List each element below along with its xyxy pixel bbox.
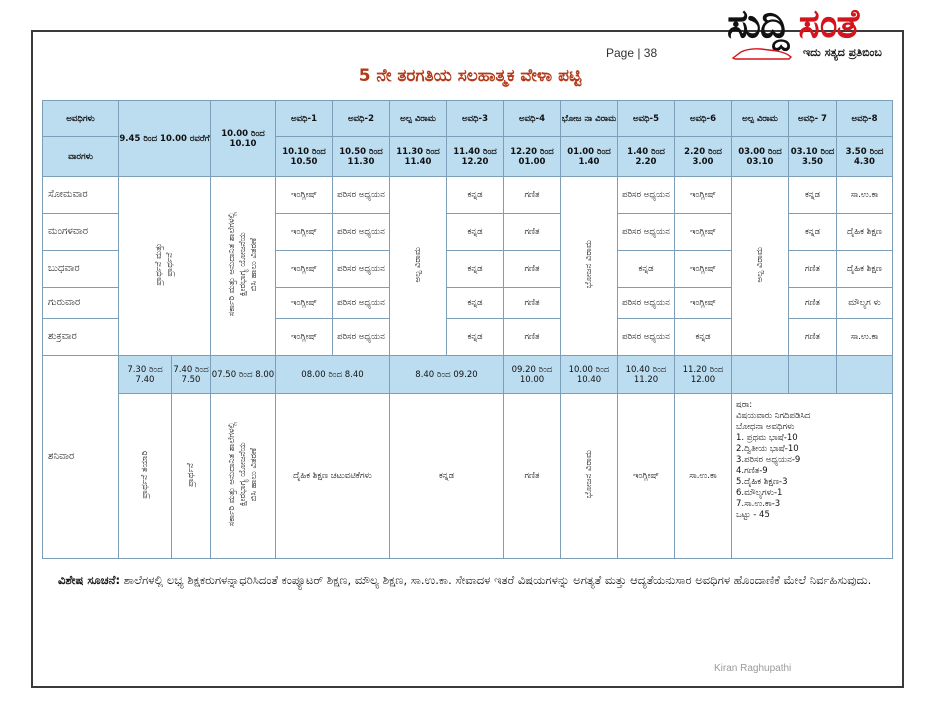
- time-period-5: 1.40 ರಿಂದ 2.20: [618, 137, 675, 177]
- cell: ಇಂಗ್ಲೀಷ್: [276, 214, 333, 251]
- cell: ಕನ್ನಡ: [618, 251, 675, 288]
- table-row: [43, 177, 893, 214]
- cell: ಗಣಿತ: [789, 251, 837, 288]
- brand-tagline: ಇದು ಸತ್ಯದ ಪ್ರತಿಬಿಂಬ: [803, 46, 882, 59]
- time-period-1: 10.10 ರಿಂದ 10.50: [276, 137, 333, 177]
- cell: ಕನ್ನಡ: [447, 319, 504, 356]
- day-name: ಸೋಮವಾರ: [43, 177, 119, 214]
- sat-lunch-cell: [561, 394, 618, 559]
- cell: ಪರಿಸರ ಅಧ್ಯಯನ: [333, 177, 390, 214]
- cell: ಇಂಗ್ಲೀಷ್: [276, 177, 333, 214]
- sat-prayer-text: ಪ್ರಾರ್ಥನೆ: [185, 462, 196, 487]
- col-period-5: ಅವಧಿ-5: [618, 101, 675, 137]
- cell: ಗಣಿತ: [504, 251, 561, 288]
- col-period-2: ಅವಧಿ-2: [333, 101, 390, 137]
- cell: ಪರಿಸರ ಅಧ್ಯಯನ: [333, 288, 390, 319]
- col-period-1: ಅವಧಿ-1: [276, 101, 333, 137]
- sat-time: 10.00 ರಿಂದ 10.40: [561, 356, 618, 394]
- sat-time-empty: [789, 356, 837, 394]
- cell: ದೈಹಿಕ ಶಿಕ್ಷಣ: [837, 214, 893, 251]
- days-label: ವಾರಗಳು: [43, 137, 119, 177]
- cell: ಕನ್ನಡ: [789, 177, 837, 214]
- sat-time: 10.40 ರಿಂದ 11.20: [618, 356, 675, 394]
- sat-time-empty: [732, 356, 789, 394]
- periods-legend: ಷರಾ: ವಿಷಯವಾರು ನಿಗದಿಪಡಿಸಿದ ಬೋಧನಾ ಅವಧಿಗಳು 1. ಪ್ರಥಮ ಭಾಷೆ-10 2.ದ್ವಿತೀಯ ಭಾಷೆ-10 3.ಪರಿಸರ ಅಧ್ಯಯನ-9 4.ಗಣಿತ-9 5.ದೈಹಿಕ ಶಿಕ್ಷಣ-3 6.ಮೌಲ್ಯಗಳು-1 7.ಸಾ.ಉ.ಕಾ-3 ಒಟ್ಟು - 45: [732, 394, 893, 559]
- special-note-label: ವಿಶೇಷ ಸೂಚನೆ:: [58, 573, 121, 587]
- short-break-1-vertical-text: ಅಲ್ಪ ವಿರಾಮ: [412, 246, 423, 283]
- cell: ಇಂಗ್ಲೀಷ್: [675, 251, 732, 288]
- page-number: Page | 38: [606, 46, 658, 60]
- cell: ಪರಿಸರ ಅಧ್ಯಯನ: [618, 319, 675, 356]
- brand-name-part2: ಸಂತೆ: [798, 1, 859, 47]
- cell: ಕನ್ನಡ: [789, 214, 837, 251]
- cell: ಪರಿಸರ ಅಧ್ಯಯನ: [333, 319, 390, 356]
- cell: ಇಂಗ್ಲೀಷ್: [276, 288, 333, 319]
- cell: ಇಂಗ್ಲೀಷ್: [276, 319, 333, 356]
- cell: ಕನ್ನಡ: [447, 288, 504, 319]
- sat-sauka-cell: ಸಾ.ಉ.ಕಾ: [675, 394, 732, 559]
- special-note-text: ಶಾಲೆಗಳಲ್ಲಿ ಲಭ್ಯ ಶಿಕ್ಷಕರುಗಳನ್ನಾಧರಿಸಿದಂತೆ ಕಂಪ್ಯೂಟರ್ ಶಿಕ್ಷಣ, ಮೌಲ್ಯ ಶಿಕ್ಷಣ, ಸಾ.ಉ.ಕಾ. ಸೇವಾದಳ ಇತರೆ ವಿಷಯಗಳನ್ನು ಅಗತ್ಯತೆ ಮತ್ತು ಆದ್ಯತೆಯನುಸಾರ ಅವಧಿಗಳ ಹೊಂದಾಣಿಕೆ ಮೇಲೆ ನಿರ್ವಹಿಸುವುದು.: [120, 573, 872, 587]
- cell: ಗಣಿತ: [789, 288, 837, 319]
- time-lunch-break: 01.00 ರಿಂದ 1.40: [561, 137, 618, 177]
- col-period-4: ಅವಧಿ-4: [504, 101, 561, 137]
- brand-logo: [727, 2, 927, 64]
- saturday-time-row: [43, 356, 893, 394]
- cell: ಗಣಿತ: [504, 288, 561, 319]
- sat-time: 8.40 ರಿಂದ 09.20: [390, 356, 504, 394]
- sat-pe-cell: ದೈಹಿಕ ಶಿಕ್ಷಣ ಚಟುವಟಿಕೆಗಳು: [276, 394, 390, 559]
- lunch-vertical-cell: [561, 177, 618, 356]
- brand-name: [727, 2, 858, 46]
- sat-english-cell: ಇಂಗ್ಲೀಷ್: [618, 394, 675, 559]
- prayer-time: 9.45 ರಿಂದ 10.00 ರವರೆಗೆ: [119, 101, 211, 177]
- cell: ದೈಹಿಕ ಶಿಕ್ಷಣ: [837, 251, 893, 288]
- cell: ಗಣಿತ: [789, 319, 837, 356]
- sat-prayer-prep-text: ಪ್ರಾರ್ಥನೆ ತಯಾರಿ: [139, 450, 150, 499]
- short-break-1-vertical-cell: [390, 177, 447, 356]
- cell: ಕನ್ನಡ: [447, 251, 504, 288]
- brand-name-part1: ಸುದ್ದಿ: [727, 1, 789, 47]
- cell: ಸಾ.ಉ.ಕಾ: [837, 177, 893, 214]
- col-period-3: ಅವಧಿ-3: [447, 101, 504, 137]
- sat-scheme-text: ಸರ್ಕಾರಿ ಮತ್ತು ಅನುದಾನಿತ ಶಾಲೆಗಳಲ್ಲಿ ಕ್ಷೀರಭಾಗ್ಯ ಯೋಜನೆಯ ಬಿಸಿ ಹಾಲು ವಿತರಣೆ: [226, 422, 259, 527]
- sat-math-cell: ಗಣಿತ: [504, 394, 561, 559]
- time-short-break-1: 11.30 ರಿಂದ 11.40: [390, 137, 447, 177]
- lunch-vertical-text: ಭೋಜನ ವಿರಾಮ: [583, 240, 594, 289]
- timetable: [42, 100, 893, 559]
- car-icon: [731, 47, 793, 61]
- cell: ಇಂಗ್ಲೀಷ್: [675, 214, 732, 251]
- sat-lunch-text: ಭೋಜನ ವಿರಾಮ: [583, 450, 594, 499]
- periods-label: ಅವಧಿಗಳು: [43, 101, 119, 137]
- cell: ಕನ್ನಡ: [447, 214, 504, 251]
- col-period-7: ಅವಧಿ- 7: [789, 101, 837, 137]
- cell: ಪರಿಸರ ಅಧ್ಯಯನ: [333, 214, 390, 251]
- cell: ಗಣಿತ: [504, 214, 561, 251]
- sat-scheme-cell: [211, 394, 276, 559]
- sat-time: 11.20 ರಿಂದ 12.00: [675, 356, 732, 394]
- scheme-vertical-text: ಸರ್ಕಾರಿ ಮತ್ತು ಅನುದಾನಿತ ಶಾಲೆಗಳಲ್ಲಿ ಕ್ಷೀರಭಾಗ್ಯ ಯೋಜನೆಯ ಬಿಸಿ ಹಾಲು ವಿತರಣೆ: [226, 212, 259, 317]
- page-title: 5 ನೇ ತರಗತಿಯ ಸಲಹಾತ್ಮಕ ವೇಳಾ ಪಟ್ಟಿ: [358, 66, 582, 86]
- time-period-6: 2.20 ರಿಂದ 3.00: [675, 137, 732, 177]
- prayer-vertical-text: ಪ್ರಾರ್ಥನೆ ಮತ್ತು ಪ್ರಾರ್ಥನೆ: [153, 243, 175, 286]
- col-period-8: ಅವಧಿ-8: [837, 101, 893, 137]
- time-period-7: 03.10 ರಿಂದ 3.50: [789, 137, 837, 177]
- cell: ಇಂಗ್ಲೀಷ್: [675, 288, 732, 319]
- sat-time: 07.50 ರಿಂದ 8.00: [211, 356, 276, 394]
- sat-prayer-prep-cell: [119, 394, 172, 559]
- col-short-break-2: ಅಲ್ಪ ವಿರಾಮ: [732, 101, 789, 137]
- cell: ಗಣಿತ: [504, 319, 561, 356]
- cell: ಪರಿಸರ ಅಧ್ಯಯನ: [333, 251, 390, 288]
- time-period-2: 10.50 ರಿಂದ 11.30: [333, 137, 390, 177]
- cell: ಕನ್ನಡ: [675, 319, 732, 356]
- col-period-6: ಅವಧಿ-6: [675, 101, 732, 137]
- saturday-subject-row: [43, 394, 893, 559]
- sat-time-empty: [837, 356, 893, 394]
- prayer-vertical-cell: [119, 177, 211, 356]
- short-break-2-vertical-cell: [732, 177, 789, 356]
- saturday-name: ಶನಿವಾರ: [43, 356, 119, 559]
- day-name: ಶುಕ್ರವಾರ: [43, 319, 119, 356]
- special-note: [58, 572, 878, 589]
- cell: ಇಂಗ್ಲೀಷ್: [276, 251, 333, 288]
- sat-time: 09.20 ರಿಂದ 10.00: [504, 356, 561, 394]
- time-period-3: 11.40 ರಿಂದ 12.20: [447, 137, 504, 177]
- short-break-2-vertical-text: ಅಲ್ಪ ವಿರಾಮ: [754, 246, 765, 283]
- cell: ಗಣಿತ: [504, 177, 561, 214]
- cell: ಕನ್ನಡ: [447, 177, 504, 214]
- col-short-break-1: ಅಲ್ಪ ವಿರಾಮ: [390, 101, 447, 137]
- sat-time: 7.30 ರಿಂದ 7.40: [119, 356, 172, 394]
- cell: ಮೌಲ್ಯಗ ಳು: [837, 288, 893, 319]
- scheme-time: 10.00 ರಿಂದ 10.10: [211, 101, 276, 177]
- cell: ಪರಿಸರ ಅಧ್ಯಯನ: [618, 288, 675, 319]
- cell: ಪರಿಸರ ಅಧ್ಯಯನ: [618, 214, 675, 251]
- scheme-vertical-cell: [211, 177, 276, 356]
- col-lunch-break: ಭೋಜ ನಾ ವಿರಾಮ: [561, 101, 618, 137]
- time-period-8: 3.50 ರಿಂದ 4.30: [837, 137, 893, 177]
- time-short-break-2: 03.00 ರಿಂದ 03.10: [732, 137, 789, 177]
- sat-time: 7.40 ರಿಂದ 7.50: [172, 356, 211, 394]
- sat-time: 08.00 ರಿಂದ 8.40: [276, 356, 390, 394]
- author-signature: Kiran Raghupathi: [714, 663, 792, 674]
- day-name: ಗುರುವಾರ: [43, 288, 119, 319]
- cell: ಇಂಗ್ಲೀಷ್: [675, 177, 732, 214]
- time-period-4: 12.20 ರಿಂದ 01.00: [504, 137, 561, 177]
- day-name: ಬುಧವಾರ: [43, 251, 119, 288]
- day-name: ಮಂಗಳವಾರ: [43, 214, 119, 251]
- cell: ಸಾ.ಉ.ಕಾ: [837, 319, 893, 356]
- cell: ಪರಿಸರ ಅಧ್ಯಯನ: [618, 177, 675, 214]
- sat-prayer-cell: [172, 394, 211, 559]
- sat-kannada-cell: ಕನ್ನಡ: [390, 394, 504, 559]
